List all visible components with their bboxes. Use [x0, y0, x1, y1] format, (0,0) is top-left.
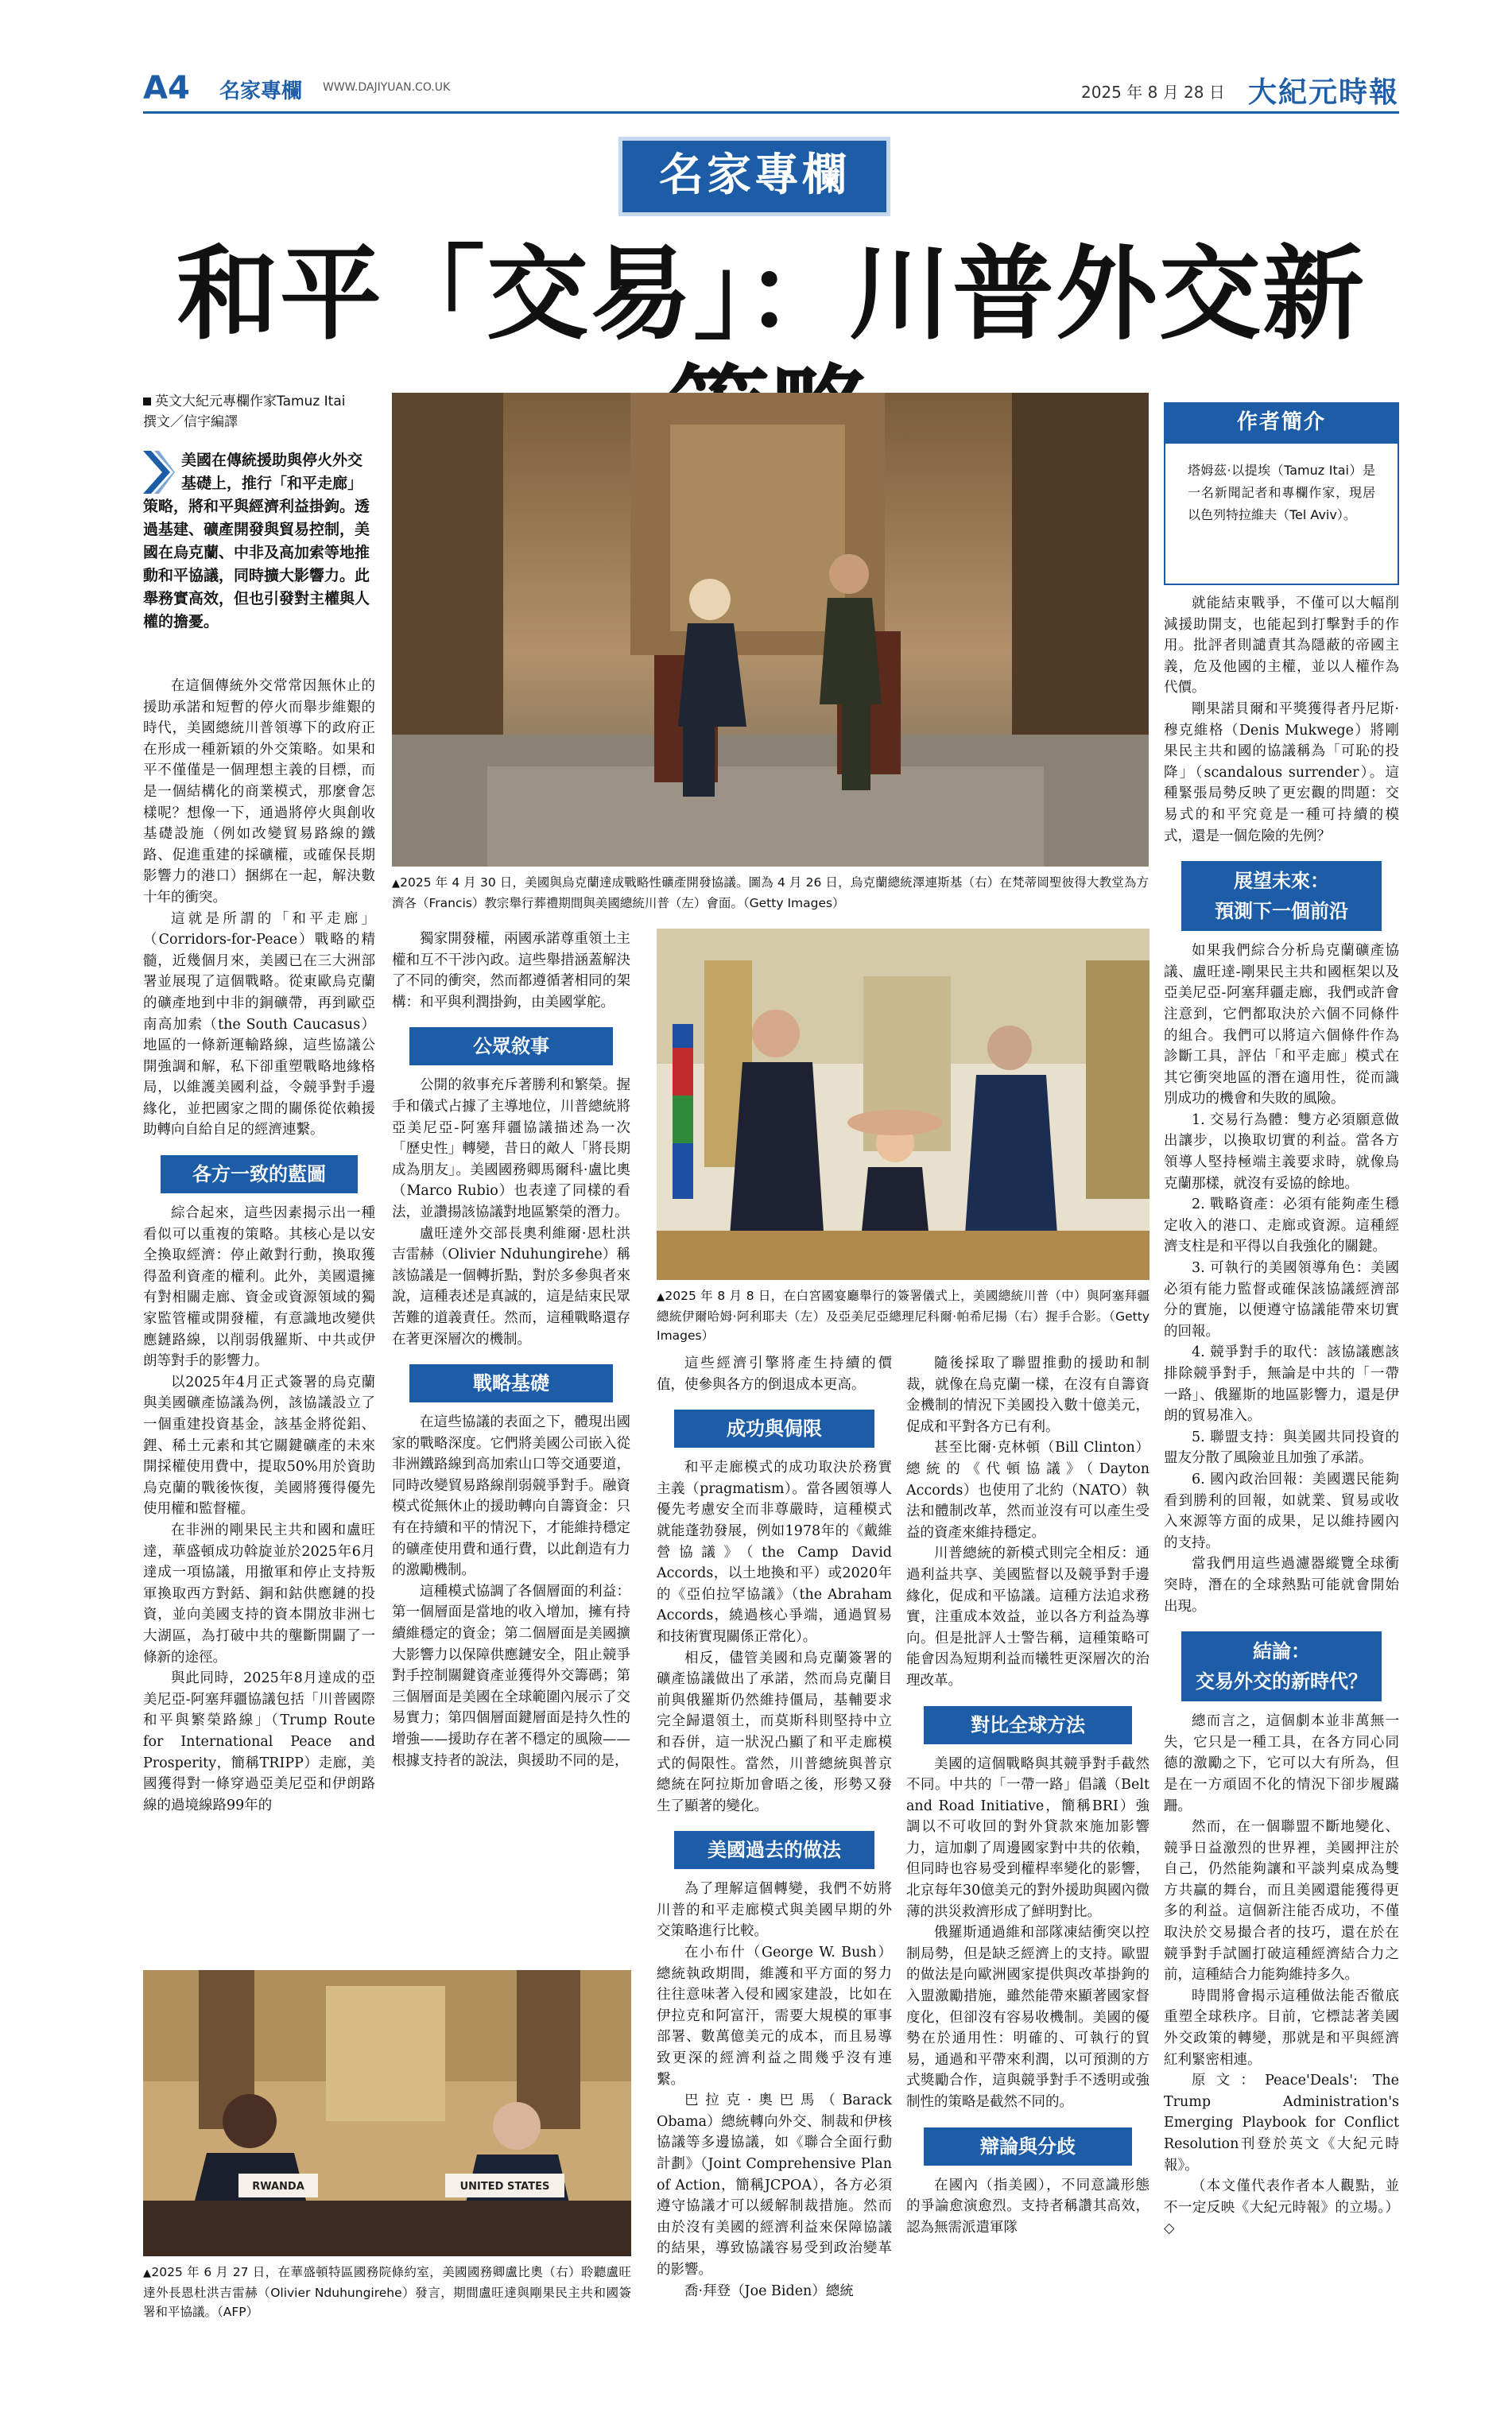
author-bio: 塔姆茲·以提埃（Tamuz Itai）是一名新聞記者和專欄作家，現居以色列特拉維夫（Tel Aviv）。 — [1164, 442, 1399, 585]
paragraph: 2. 戰略資產：必須有能夠產生穩定收入的港口、走廊或資源。這種經濟支柱是和平得以自我強化的關鍵。 — [1164, 1197, 1399, 1255]
paragraph: 然而，在一個聯盟不斷地變化、競爭日益激烈的世界裡，美國押注於自己，仍然能夠讓和平談判桌成為雙方共贏的舞台，而且美國還能獲得更多的利益。這個新注能否成功，不僅取決於交易撮合者的技巧，還在於在競爭對手試圖打破這種經濟結合力之前，這種結合力能夠維持多久。 — [1164, 1819, 1399, 1984]
lede — [143, 449, 375, 634]
nameplate-rwanda: RWANDA — [252, 2181, 304, 2193]
section-name: 名家專欄 — [219, 80, 303, 103]
masthead — [143, 70, 1399, 108]
body-column-1 — [143, 676, 375, 1816]
paragraph: 剛果諾貝爾和平獎獲得者丹尼斯·穆克維格（Denis Mukwege）將剛果民主共和國的協議稱為「可恥的投降」（scandalous surrender）。這種緊張局勢反映了更宏觀的問題：交易式的和平究竟是一種可持續的模式，還是一個危險的先例？ — [1164, 700, 1399, 844]
subheading: 辯論與分歧 — [924, 2127, 1132, 2166]
paragraph: 獨家開發權，兩國承諾尊重領土主權和互不干涉內政。這些舉措涵蓋解決了不同的衝突，然而都遵循著相同的架構：和平與利潤掛鉤，由美國掌舵。 — [392, 931, 630, 1010]
paragraph: 這種模式協調了各個層面的利益：第一個層面是當地的收入增加，擁有持續維穩定的資金；第二個層面是美國擴大影響力以保障供應鏈安全，阻止競爭對手控制關鍵資產並獲得外交籌碼；第三個層面是美國在全球範圍內展示了交易實力；第四個層面鍵層面是持久性的增強——援助存在著不穩定的風險——根據支持者的說法，與援助不同的是， — [392, 1583, 630, 1769]
body-column-5 — [1164, 593, 1399, 2240]
paragraph: 喬·拜登（Joe Biden）總統 — [684, 2283, 854, 2299]
photo-image — [143, 1970, 631, 2256]
photo-caption: ▲2025 年 8 月 8 日，在白宮國宴廳舉行的簽署儀式上，美國總統川普（中）與阿塞拜疆總統伊爾哈姆·阿利耶夫（左）及亞美尼亞總理尼科爾·帕希尼揚（右）握手合影。（Getty Images） — [657, 1289, 1150, 1343]
paragraph: 5. 聯盟支持：與美國共同投資的盟友分散了風險並且加強了承諾。 — [1164, 1429, 1399, 1467]
masthead-rule — [143, 111, 1399, 114]
lede-text: 美國在傳統援助與停火外交基礎上，推行「和平走廊」策略，將和平與經濟利益掛鉤。透過基建、礦產開發與貿易控制，美國在烏克蘭、中非及高加索等地推動和平協議，同時擴大影響力。此舉務實高效，但也引發對主權與人權的擔憂。 — [143, 452, 370, 630]
paragraph: 在非洲的剛果民主共和國和盧旺達，華盛頓成功斡旋並於2025年6月達成一項協議，用撤軍和停止支持叛軍換取西方對銛、銅和鈷供應鏈的投資，並向美國支持的資本開放非洲七大湖區，為打破中共的壟斷開闢了一條新的途徑。 — [143, 1522, 375, 1666]
paragraph: 俄羅斯通過維和部隊凍結衝突以控制局勢，但是缺乏經濟上的支持。歐盟的做法是向歐洲國家提供與改革掛鉤的入盟激勵措施，雖然能帶來顯著國家督度化，但卻沒有容易收機制。美國的優勢在於通用性：明確的、可執行的貿易，通過和平帶來利潤，以可預測的方式獎勵合作，這與競爭對手不透明或強制性的策略是截然不同的。 — [906, 1925, 1150, 2110]
paragraph: 這些經濟引擎將產生持續的價值，使參與各方的倒退成本更高。 — [657, 1356, 892, 1393]
paragraph: 總而言之，這個劇本並非萬無一失，它只是一種工具，在各方同心同德的激勵之下，它可以大有所為，但是在一方頑固不化的情況下卻步履蹣跚。 — [1164, 1713, 1399, 1814]
subheading: 各方一致的藍圖 — [161, 1155, 358, 1193]
page-number: A4 — [143, 70, 190, 107]
paragraph: 公開的敘事充斥著勝利和繁榮。握手和儀式占據了主導地位，川普總統將亞美尼亞-阿塞拜疆協議描述為一次「歷史性」轉變，昔日的敵人「將長期成為朋友」。美國國務卿馬爾科·盧比奧（Marco Rubio）也表達了同樣的看法，並讚揚該協議對地區繁榮的潛力。 — [392, 1077, 630, 1220]
photo-caption: ▲2025 年 4 月 30 日，美國與烏克蘭達成戰略性礦產開發協議。圖為 4 月 26 日，烏克蘭總統澤連斯基（右）在梵蒂岡聖彼得大教堂為方濟各（Francis）教宗舉行葬禮期間與美國總統川普（左）會面。（Getty Images） — [392, 875, 1149, 910]
subheading: 對比全球方法 — [924, 1706, 1132, 1744]
paragraph: 和平走廊模式的成功取決於務實主義（pragmatism）。當各國領導人優先考慮安全而非尊嚴時，這種模式就能蓬勃發展，例如1978年的《戴維營協議》（the Camp David Accords，以土地換和平）或2020年的《亞伯拉罕協議》（the Abraham Accords，繞過核心爭端，通過貿易和技術實現關係正常化）。 — [657, 1460, 892, 1645]
paragraph: 這就是所謂的「和平走廊」（Corridors-for-Peace）戰略的精髓，近幾個月來，美國已在三大洲部署並展現了這個戰略。從東歐烏克蘭的礦產地到中非的銅礦帶，再到歐亞南高加索（the South Caucasus）地區的一條新運輸路線，這些協議公開強調和解，私下卻重塑戰略地緣格局，以維護美國利益，令競爭對手邊緣化，並把國家之間的關係從依賴援助轉向自給自足的經濟連繫。 — [143, 910, 375, 1138]
paragraph: 1. 交易行為體：雙方必須願意做出讓步，以換取切實的利益。當各方領導人堅持極端主義要求時，就像烏克蘭那樣，就沒有妥協的餘地。 — [1164, 1111, 1399, 1192]
paragraph: 就能結束戰爭，不僅可以大幅削減援助開支，也能起到打擊對手的作用。批評者則譴責其為隱蔽的帝國主義，危及他國的主權，並以人權作為代價。 — [1164, 595, 1399, 696]
paper-logo: 大紀元時報 — [1248, 76, 1400, 109]
paragraph: 在小布什（George W. Bush）總統執政期間，維護和平方面的努力往往意味著入侵和國家建設，比如在伊拉克和阿富汗，需要大規模的軍事部署、數萬億美元的成本，而且易導致更深的經濟利益之間幾乎沒有連繫。 — [657, 1945, 892, 2088]
paragraph: 甚至比爾·克林頓（Bill Clinton）總統的《代頓協議》（Dayton Accords）也使用了北約（NATO）執法和體制改革，然而並沒有可以產生受益的資產來維持穩定。 — [906, 1440, 1150, 1541]
paragraph: 隨後採取了聯盟推動的援助和制裁，就像在烏克蘭一樣，在沒有自籌資金機制的情況下美國投入數十億美元，促成和平對各方已有利。 — [906, 1356, 1150, 1435]
paragraph: 原文：Peace'Deals': The Trump Administration's Emerging Playbook for Conflict Resolution刊登於英文《大紀元時報》。 — [1164, 2073, 1399, 2174]
issue-date: 2025 年 8 月 28 日 — [1081, 83, 1225, 102]
paragraph: 如果我們綜合分析烏克蘭礦產協議、盧旺達-剛果民主共和國框架以及亞美尼亞-阿塞拜疆走廊，我們或許會注意到，它們都取決於六個不同條件的組合。我們可以將這六個條件作為診斷工具，評估「和平走廊」模式在其它衝突地區的潛在適用性，從而識別成功的機會和失敗的風險。 — [1164, 943, 1399, 1107]
paragraph: 在國內（指美國），不同意識形態的爭論愈演愈烈。支持者稱讚其高效，認為無需派遣軍隊 — [906, 2177, 1150, 2236]
chevron-right-icon — [143, 451, 175, 494]
body-column-3 — [657, 1353, 892, 2302]
paragraph: 在這些協議的表面之下，體現出國家的戰略深度。它們將美國公司嵌入從非洲鐵路線到高加索山口等交通要道，同時改變貿易路線削弱競爭對手。融資模式從無休止的援助轉向自籌資金：只有在持續和平的情況下，才能維持穩定的礦產使用費和通行費，以此創造有力的激勵機制。 — [392, 1414, 630, 1579]
headline: 和平「交易」：川普外交新 — [176, 235, 1366, 354]
body-column-2 — [392, 929, 630, 1771]
author-heading: 作者簡介 — [1164, 402, 1399, 442]
paragraph: 時間將會揭示這種做法能否徹底重塑全球秩序。目前，它標誌著美國外交政策的轉變，那就是和平與經濟紅利緊密相連。 — [1164, 1988, 1399, 2068]
paragraph: 3. 可執行的美國領導角色：美國必須有能力監督或確保該協議經濟部分的實施，以便遵守協議能帶來切實的回報。 — [1164, 1260, 1399, 1340]
photo-image — [392, 393, 1149, 867]
paragraph: 美國的這個戰略與其競爭對手截然不同。中共的「一帶一路」倡議（Belt and Road Initiative，簡稱BRI）強調以不可收回的對外貸款來施加影響力，這加劇了周邊國家對中共的依賴，但同時也容易受到權桿率變化的影響，北京每年30億美元的對外援助與國內微薄的洪災救濟形成了鮮明對比。 — [906, 1755, 1150, 1920]
photo-white-house-signing — [657, 929, 1150, 1280]
paragraph: 以2025年4月正式簽署的烏克蘭與美國礦產協議為例，該協議設立了一個重建投資基金，該基金將從鋁、鋰、稀土元素和其它關鍵礦產的未來開採權使用費中，提取50%用於資助烏克蘭的戰後恢復，美國將獲得優先使用權和監督權。 — [143, 1374, 375, 1518]
photo-treaty-room — [143, 1970, 631, 2256]
paragraph: 川普總統的新模式則完全相反：通過利益共享、美國監督以及競爭對手邊緣化，促成和平協議。這種方法追求務實，注重成本效益，並以各方利益為導向。但是批評人士警告稱，這種策略可能會因為短期利益而犧牲更深層次的治理改革。 — [906, 1546, 1150, 1689]
paragraph: 6. 國內政治回報：美國選民能夠看到勝利的回報，如就業、貿易或收入來源等方面的成果，足以維持國內的支持。 — [1164, 1471, 1399, 1551]
triangle-marker-icon: ▲ — [143, 2267, 152, 2279]
subheading: 成功與侷限 — [674, 1410, 874, 1448]
paragraph: 相反，儘管美國和烏克蘭簽署的礦產協議做出了承諾，然而烏克蘭目前與俄羅斯仍然維持僵局，基輔要求完全歸還領土，而莫斯科則堅持中立和吞併，這一狀況凸顯了和平走廊模式的侷限性。當然，川普總統與普京總統在阿拉斯加會晤之後，形勢又發生了顯著的變化。 — [657, 1650, 892, 1814]
photo-image — [657, 929, 1150, 1280]
photo-vatican-meeting — [392, 393, 1149, 867]
paragraph: 綜合起來，這些因素揭示出一種看似可以重複的策略。其核心是以安全換取經濟：停止敵對行動，換取獲得盈利資產的權利。此外，美國還擁有對相關走廊、資金或資源領域的獨家監管權或開發權，有意識地改變供應鏈路線，以削弱俄羅斯、中共或伊朗等對手的影響力。 — [143, 1205, 375, 1370]
triangle-marker-icon: ▲ — [392, 878, 401, 890]
paragraph: 4. 競爭對手的取代：該協議應該排除競爭對手，無論是中共的「一帶一路」、俄羅斯的地區影響力，還是伊朗的貿易准入。 — [1164, 1344, 1399, 1425]
paragraph: 在這個傳統外交常常因無休止的援助承諾和短暫的停火而舉步維艱的時代，美國總統川普領導下的政府正在形成一種新穎的外交策略。如果和平不僅僅是一個理想主義的目標，而是一個結構化的商業模式，那麼會怎樣呢？想像一下，通過將停火與創收基礎設施（例如改變貿易路線的鐵路、促進重建的採礦權，或確保長期影響力的港口）捆綁在一起，解決數十年的衝突。 — [143, 678, 375, 906]
square-bullet-icon — [143, 398, 151, 405]
paragraph: 為了理解這個轉變，我們不妨將川普的和平走廊模式與美國早期的外交策略進行比較。 — [657, 1881, 892, 1940]
subheading: 結論： 交易外交的新時代？ — [1181, 1631, 1382, 1701]
paragraph: 與此同時，2025年8月達成的亞美尼亞-阿塞拜疆協議包括「川普國際和平與繁榮路線」（Trump Route for International Peace and Prosperity，簡稱TRIPP）走廊，美國獲得對一條穿過亞美尼亞和伊朗路線的過境線路99年的 — [143, 1670, 375, 1813]
nameplate-united-states: UNITED STATES — [459, 2181, 550, 2193]
byline-translator: 撰文／信宇編譯 — [143, 414, 238, 430]
paragraph: 巴拉克·奧巴馬（Barack Obama）總統轉向外交、制裁和伊核協議等多邊協議，如《聯合全面行動計劃》（Joint Comprehensive Plan of Action，簡稱JCPOA），各方必須遵守協議才可以緩解制裁措施。然而由於沒有美國的經濟利益來保障協議的結果，導致協議容易受到政治變革的影響。 — [657, 2093, 892, 2278]
body-column-4 — [906, 1353, 1150, 2238]
paragraph: 當我們用這些過濾器縱覽全球衝突時，潛在的全球熱點可能就會開始出現。 — [1164, 1556, 1399, 1615]
triangle-marker-icon: ▲ — [657, 1291, 665, 1303]
website-url: WWW.DAJIYUAN.CO.UK — [323, 81, 451, 94]
photo-caption: ▲2025 年 6 月 27 日，在華盛頓特區國務院條約室，美國國務卿盧比奧（右）聆聽盧旺達外長恩杜洪吉雷赫（Olivier Nduhungirehe）發言，期間盧旺達與剛果民主共和國簽署和平協議。（AFP） — [143, 2265, 631, 2319]
paragraph: 盧旺達外交部長奧利維爾·恩杜洪吉雷赫（Olivier Nduhungirehe）稱該協議是一個轉折點，對於多參與者來說，這種表述是真誠的，這是結束民眾苦難的道義責任。然而，這種戰略還存在著更深層次的機制。 — [392, 1225, 630, 1348]
byline — [143, 391, 375, 432]
subheading: 戰略基礎 — [409, 1364, 613, 1402]
subheading: 公眾敘事 — [409, 1027, 613, 1065]
subheading: 美國過去的做法 — [674, 1831, 874, 1869]
paragraph: （本文僅代表作者本人觀點，並不一定反映《大紀元時報》的立場。）◇ — [1164, 2178, 1399, 2237]
byline-author: 英文大紀元專欄作家Tamuz Itai — [155, 394, 346, 409]
subheading: 展望未來： 預測下一個前沿 — [1181, 861, 1382, 931]
column-badge: 名家專欄 — [618, 137, 890, 216]
